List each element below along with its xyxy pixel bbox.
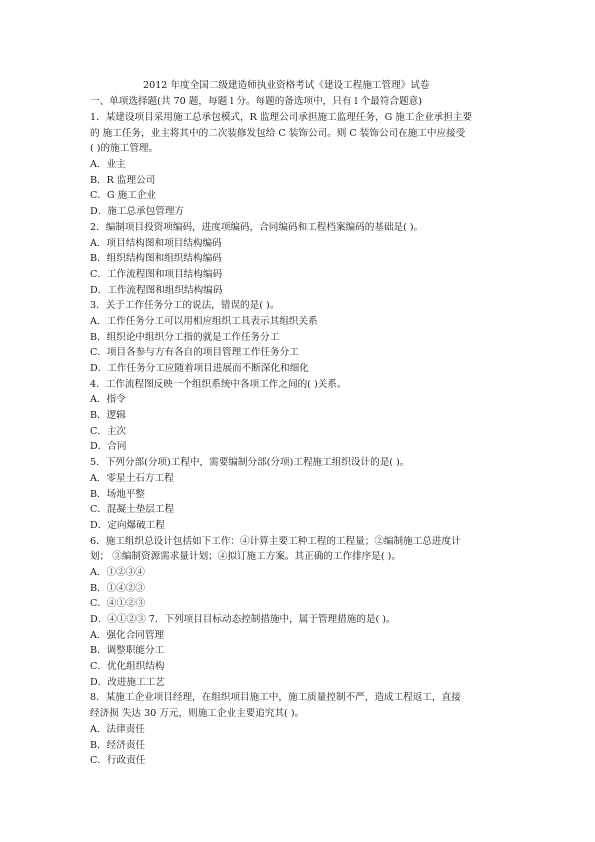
text-line: C．工作流程图和项目结构编码 [90,268,223,280]
text-line: B．经济责任 [90,739,146,751]
text-line: A．法律责任 [90,723,145,735]
text-line: C．行政责任 [90,755,146,767]
text-line: D．合同 [90,441,127,453]
text-line: 3．关于工作任务分工的说法，错误的是( )。 [90,300,280,312]
document-title: 2012 年度全国二级建造师执业资格考试《建设工程施工管理》试卷 [143,80,430,91]
text-line: A．指令 [90,394,126,406]
text-line: C．④①②③ [90,598,146,610]
text-line: C．项目各参与方有各自的项目管理工作任务分工 [90,347,299,359]
document-body [90,110,515,769]
text-line: 划； ③编制资源需求量计划；④拟订施工方案。其正确的工作排序是( )。 [90,551,401,563]
text-line: 5．下列分部(分项)工程中，需要编制分部(分项)工程施工组织设计的是( )。 [90,457,410,469]
text-line: B．调整职能分工 [90,645,165,657]
text-line: C．G 施工企业 [90,190,157,202]
text-line: ( )的施工管理。 [90,143,159,155]
text-line: A．项目结构图和项目结构编码 [90,237,222,249]
section-heading: 一、单项选择题(共 70 题，每题 l 分。每题的备选项中，只有 l 个最符合题意) [90,96,422,107]
text-line: B．R 监理公司 [90,174,156,186]
text-line: B．①④②③ [90,582,146,594]
text-line: 经济损 失达 30 万元，则施工企业主要追究其( )。 [90,708,305,720]
text-line: D．工作流程图和组织结构编码 [90,284,223,296]
text-line: D．④①②③ 7．下列项目目标动态控制措施中，属于管理措施的是( )。 [90,614,396,625]
text-line: C．优化组织结构 [90,661,165,673]
text-line: 8．某施工企业项目经理，在组织项目施工中，施工质量控制不严，造成工程返工，直接 [90,692,461,704]
text-line: 4．工作流程图反映一个组织系统中各项工作之间的( )关系。 [90,378,347,390]
text-line: A．业主 [90,159,126,171]
text-line: D．施工总承包管理方 [90,206,185,218]
text-line: B．逻辑 [90,410,126,422]
text-line: 1．某建设项目采用施工总承包模式，R 监理公司承担施工监理任务，G 施工企业承担主要 [90,112,473,123]
text-line: D．工作任务分工应随着项目进展而不断深化和细化 [90,363,309,374]
text-line: 2．编制项目投资项编码，进度项编码，合同编码和工程档案编码的基础是( )。 [90,221,424,233]
text-line: C．主次 [90,425,127,437]
text-line: D．改进施工工艺 [90,676,165,688]
text-line: A．工作任务分工可以用相应组织工具表示其组织关系 [90,315,318,327]
text-line: B．组织论中组织分工指的就是工作任务分工 [90,331,280,343]
text-line: C．混凝土垫层工程 [90,504,175,516]
text-line: B．组织结构图和组织结构编码 [90,253,222,265]
text-line: A．①②③④ [90,566,145,578]
text-line: D．定向爆破工程 [90,519,165,531]
text-line: A．零星土石方工程 [90,472,174,484]
text-line: 的 施工任务，业主将其中的二次装修发包给 C 装饰公司。则 C 装饰公司在施工中应接受 [90,127,466,139]
text-line: A．强化合同管理 [90,629,165,641]
text-line: B．场地平整 [90,488,146,500]
text-line: 6．施工组织总设计包括如下工作：④计算主要工种工程的工程量；②编制施工总进度计 [90,535,461,547]
